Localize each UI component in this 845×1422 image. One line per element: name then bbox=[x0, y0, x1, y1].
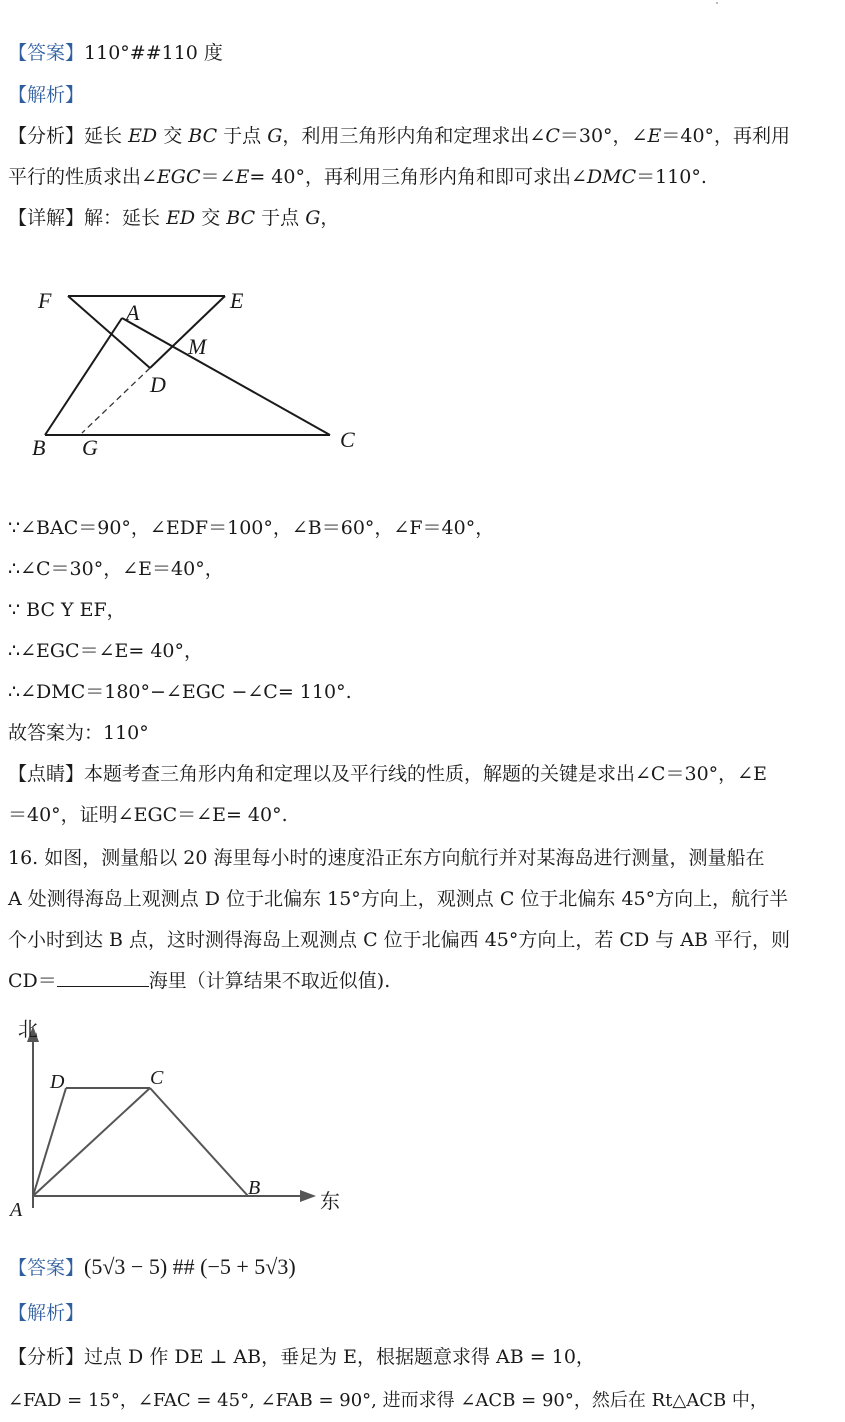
text: 海里（计算结果不取近似值). bbox=[148, 970, 391, 992]
fenxi-line-1 bbox=[8, 123, 790, 149]
geometry-figure-2 bbox=[0, 1010, 360, 1225]
label-A: A bbox=[126, 300, 140, 325]
comment-line-2: ＝40°，证明∠EGC＝∠E= 40°. bbox=[8, 804, 288, 826]
step-2: ∴∠C＝30°，∠E＝40°， bbox=[8, 558, 224, 580]
math: EGC bbox=[156, 166, 201, 188]
text: = 40°，再利用三角形内角和即可求出∠ bbox=[249, 166, 587, 188]
text: 交 bbox=[195, 207, 227, 229]
label-C: C bbox=[340, 427, 355, 452]
label-F: F bbox=[38, 288, 52, 313]
math: BC bbox=[226, 207, 256, 229]
segment-CB bbox=[150, 1088, 248, 1196]
math: DMC bbox=[586, 166, 637, 188]
step-3: ∵ BC Y EF， bbox=[8, 599, 126, 621]
label-B: B bbox=[32, 435, 46, 460]
text: 交 bbox=[157, 125, 189, 147]
label-D: D bbox=[50, 1071, 65, 1093]
scan-speck bbox=[716, 2, 718, 4]
answer-value: 110°##110 度 bbox=[84, 42, 223, 64]
fenxi-16-line-2: ∠FAD = 15°，∠FAC = 45°, ∠FAB = 90°, 进而求得 ∠ACB = 90°，然后在 Rt△ACB 中， bbox=[8, 1390, 768, 1411]
answer-tag: 【答案】 bbox=[8, 42, 85, 64]
detail-tag: 【详解】 bbox=[8, 207, 85, 229]
text: ＝110°. bbox=[636, 166, 707, 188]
comment-line-1 bbox=[8, 761, 767, 787]
text: 本题考查三角形内角和定理以及平行线的性质，解题的关键是求出∠C＝30°，∠E bbox=[84, 763, 767, 785]
analysis-tag: 【解析】 bbox=[8, 84, 85, 106]
final-answer: 故答案为：110° bbox=[8, 722, 149, 744]
text: ，利用三角形内角和定理求出∠ bbox=[282, 125, 546, 147]
answer-tag: 【答案】 bbox=[8, 1257, 85, 1279]
segment-DG-dashed bbox=[82, 368, 150, 433]
answer-blank bbox=[57, 968, 149, 987]
east-label: 东 bbox=[320, 1191, 340, 1213]
text: ， bbox=[320, 207, 340, 229]
math: C bbox=[545, 125, 560, 147]
text: ＝40°，再利用 bbox=[661, 125, 791, 147]
north-label: 北 bbox=[18, 1019, 38, 1041]
text: 于点 bbox=[217, 125, 268, 147]
text: CD＝ bbox=[8, 970, 57, 992]
answer-line bbox=[8, 40, 223, 66]
math: G bbox=[305, 207, 321, 229]
label-G: G bbox=[82, 435, 98, 460]
text: 过点 D 作 DE ⊥ AB，垂足为 E，根据题意求得 AB = 10， bbox=[84, 1346, 595, 1368]
text: 平行的性质求出∠ bbox=[8, 166, 157, 188]
step-5: ∴∠DMC＝180°−∠EGC −∠C= 110°. bbox=[8, 681, 352, 703]
label-E: E bbox=[230, 288, 244, 313]
q16-line-3: 个小时到达 B 点，这时测得海岛上观测点 C 位于北偏西 45°方向上，若 CD 与 AB 平行，则 bbox=[8, 929, 790, 951]
text: 于点 bbox=[255, 207, 306, 229]
segment-BA bbox=[45, 318, 122, 435]
q16-line-2: A 处测得海岛上观测点 D 位于北偏东 15°方向上，观测点 C 位于北偏东 45°方向上，航行半 bbox=[8, 888, 789, 910]
q16-line-1: 16. 如图，测量船以 20 海里每小时的速度沿正东方向航行并对某海岛进行测量，测量船在 bbox=[8, 847, 765, 869]
geometry-figure-1 bbox=[0, 270, 400, 470]
step-1: ∵∠BAC＝90°，∠EDF＝100°，∠B＝60°，∠F＝40°， bbox=[8, 517, 495, 539]
label-A: A bbox=[10, 1199, 23, 1221]
label-D: D bbox=[150, 372, 166, 397]
fenxi-tag: 【分析】 bbox=[8, 125, 85, 147]
segment-AC bbox=[33, 1088, 150, 1196]
math: BC bbox=[188, 125, 218, 147]
fenxi-tag: 【分析】 bbox=[8, 1346, 85, 1368]
fenxi-16-line-1 bbox=[8, 1344, 595, 1370]
math: ED bbox=[166, 207, 196, 229]
text: ＝30°，∠ bbox=[559, 125, 648, 147]
label-B: B bbox=[248, 1177, 261, 1199]
math: G bbox=[267, 125, 283, 147]
text: ＝∠ bbox=[200, 166, 236, 188]
east-arrowhead bbox=[300, 1190, 316, 1202]
text: 延长 bbox=[84, 125, 129, 147]
fenxi-line-2 bbox=[8, 164, 707, 190]
analysis-tag: 【解析】 bbox=[8, 1302, 85, 1324]
analysis-line bbox=[8, 82, 84, 108]
answer-value-16: (5√3 − 5) ## (−5 + 5√3) bbox=[84, 1254, 296, 1279]
detail-line bbox=[8, 205, 339, 231]
math: E bbox=[235, 166, 250, 188]
text: 解：延长 bbox=[84, 207, 167, 229]
analysis-line-16 bbox=[8, 1300, 84, 1326]
label-C: C bbox=[150, 1067, 164, 1089]
comment-tag: 【点睛】 bbox=[8, 763, 85, 785]
label-M: M bbox=[188, 334, 207, 359]
q16-line-4 bbox=[8, 968, 390, 994]
math: ED bbox=[128, 125, 158, 147]
step-4: ∴∠EGC＝∠E= 40°， bbox=[8, 640, 204, 662]
answer-line-16 bbox=[8, 1254, 296, 1281]
math: E bbox=[647, 125, 662, 147]
